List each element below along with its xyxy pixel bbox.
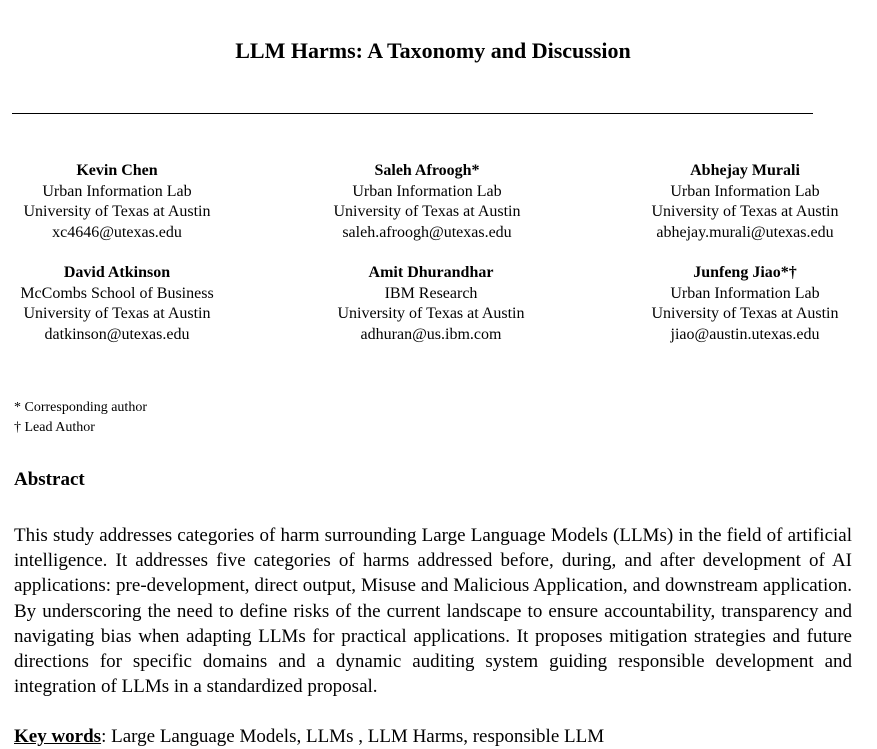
author-name: Junfeng Jiao*†	[693, 264, 797, 281]
corresponding-author-note: * Corresponding author	[14, 400, 147, 415]
author-block	[0, 263, 247, 345]
author-block	[301, 263, 561, 345]
keywords-line	[14, 725, 864, 749]
author-affiliation: IBM Research	[384, 284, 478, 302]
author-email: jiao@austin.utexas.edu	[670, 325, 820, 343]
author-name: Saleh Afroogh*	[374, 162, 480, 179]
author-affiliation: Urban Information Lab	[670, 284, 820, 302]
author-institution: University of Texas at Austin	[23, 305, 211, 322]
author-affiliation: McCombs School of Business	[20, 284, 214, 302]
lead-author-note: † Lead Author	[14, 420, 95, 435]
author-institution: University of Texas at Austin	[651, 203, 839, 220]
title-divider	[12, 113, 813, 114]
author-notes	[14, 398, 147, 438]
author-affiliation: Urban Information Lab	[352, 182, 502, 200]
author-affiliation: Urban Information Lab	[42, 182, 192, 200]
author-institution: University of Texas at Austin	[337, 305, 525, 322]
author-block	[615, 161, 875, 243]
author-institution: University of Texas at Austin	[333, 203, 521, 220]
author-email: saleh.afroogh@utexas.edu	[342, 223, 512, 241]
author-email: abhejay.murali@utexas.edu	[656, 223, 834, 241]
author-affiliation: Urban Information Lab	[670, 182, 820, 200]
keywords-text: : Large Language Models, LLMs , LLM Harms, responsible LLM	[101, 726, 605, 747]
author-name: David Atkinson	[63, 264, 171, 281]
paper-title: LLM Harms: A Taxonomy and Discussion	[235, 38, 631, 63]
author-institution: University of Texas at Austin	[651, 305, 839, 322]
author-block	[615, 263, 875, 345]
author-email: xc4646@utexas.edu	[52, 223, 182, 241]
author-block	[0, 161, 247, 243]
author-block	[297, 161, 557, 243]
abstract-heading: Abstract	[14, 469, 85, 490]
author-email: datkinson@utexas.edu	[44, 325, 190, 343]
abstract-body: This study addresses categories of harm surrounding Large Language Models (LLMs) in the field of artificial intelligence. It addresses five categories of harms addressed before, during, and after development of AI applications: pre-development, direct output, Misuse and Malicious Application, and downstream application. By underscoring the need to define risks of the current landscape to ensure accountability, transparency and navigating bias when adapting LLMs for practical applications. It proposes mitigation strategies and future directions for specific domains and a dynamic auditing system guiding responsible development and integration of LLMs in a standardized proposal.	[14, 525, 852, 698]
author-email: adhuran@us.ibm.com	[360, 325, 502, 343]
author-name: Amit Dhurandhar	[368, 264, 494, 281]
author-name: Kevin Chen	[76, 162, 158, 179]
author-name: Abhejay Murali	[690, 162, 800, 179]
author-institution: University of Texas at Austin	[23, 203, 211, 220]
keywords-label: Key words	[14, 726, 102, 747]
